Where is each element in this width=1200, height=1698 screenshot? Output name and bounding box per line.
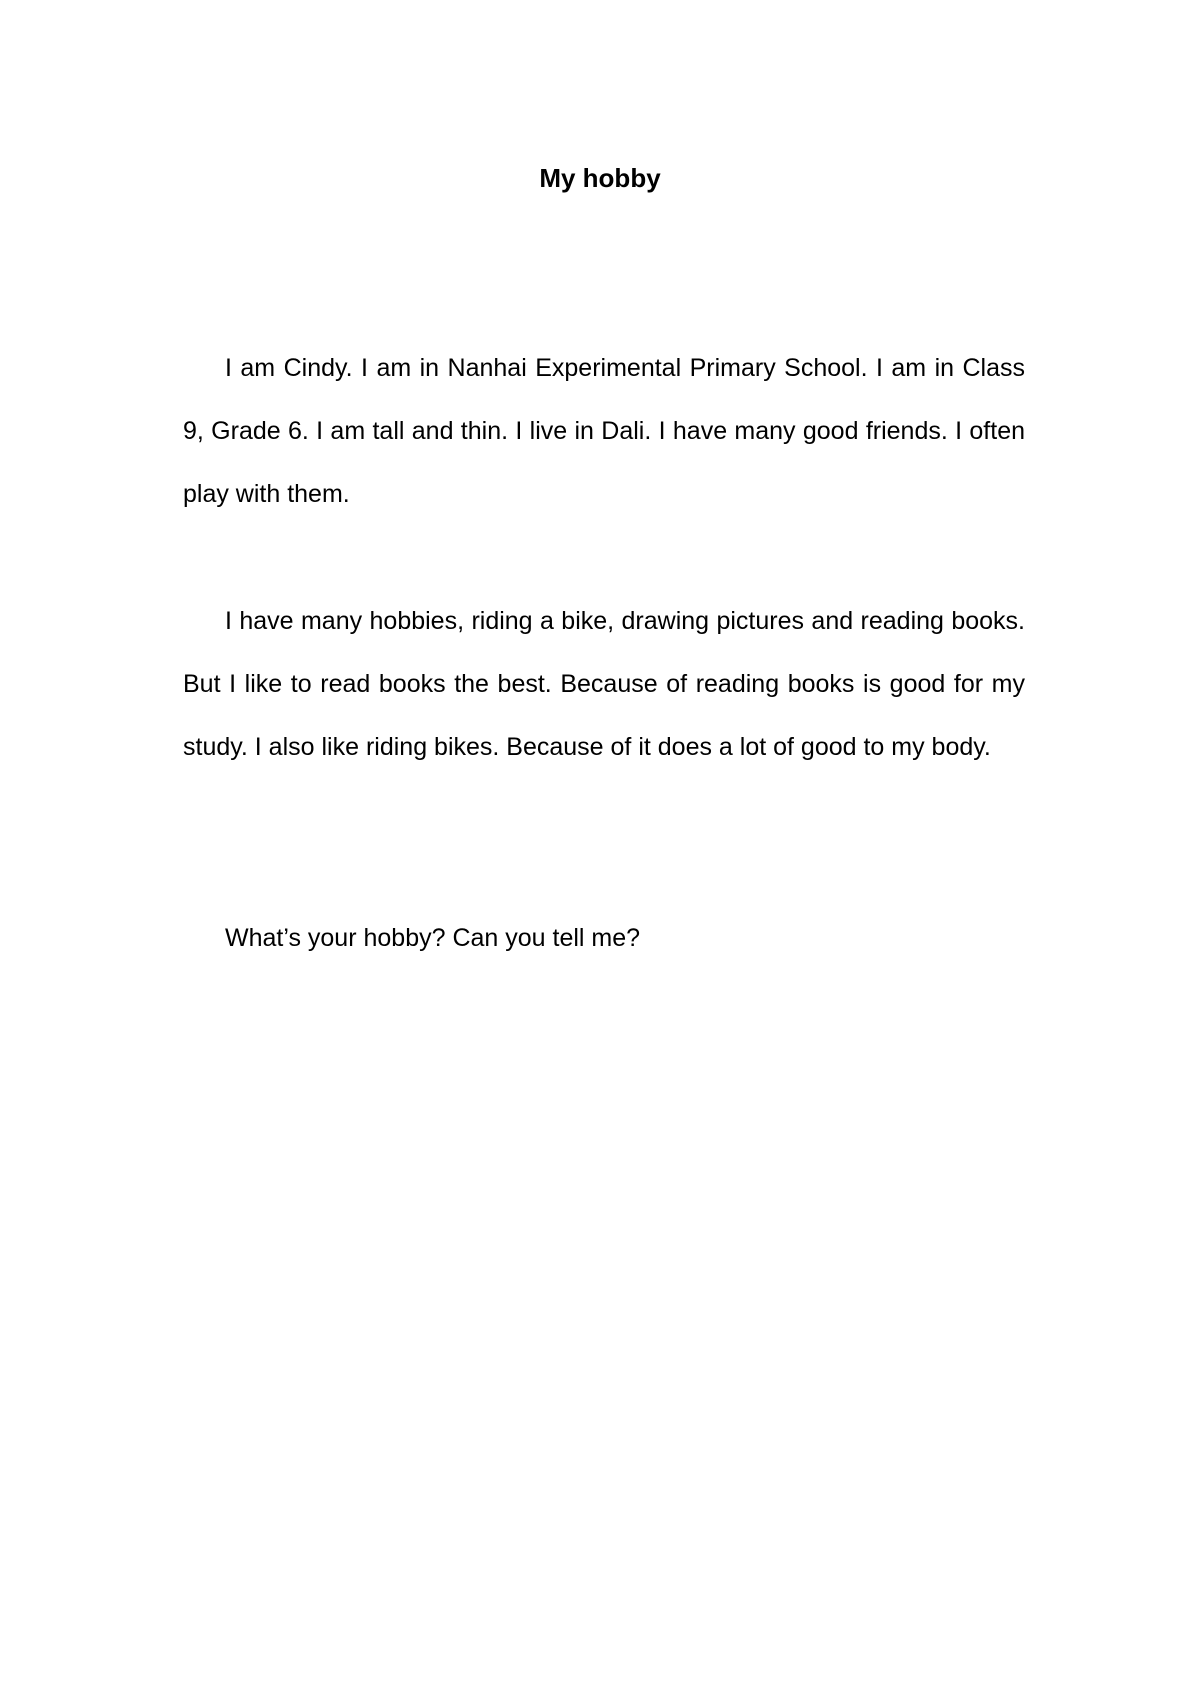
paragraph-question: What’s your hobby? Can you tell me? bbox=[225, 924, 641, 952]
paragraph-introduction: I am Cindy. I am in Nanhai Experimental Primary School. I am in Class 9, Grade 6. I am tall and thin. I live in Dali. I have many good friends. I often play with them. bbox=[183, 354, 1025, 508]
document-title: My hobby bbox=[539, 163, 661, 193]
paragraph-hobbies: I have many hobbies, riding a bike, drawing pictures and reading books. But I like to read books the best. Because of reading books is good for my study. I also like riding bikes. Because of it does a lot of good to my body. bbox=[183, 607, 1025, 761]
